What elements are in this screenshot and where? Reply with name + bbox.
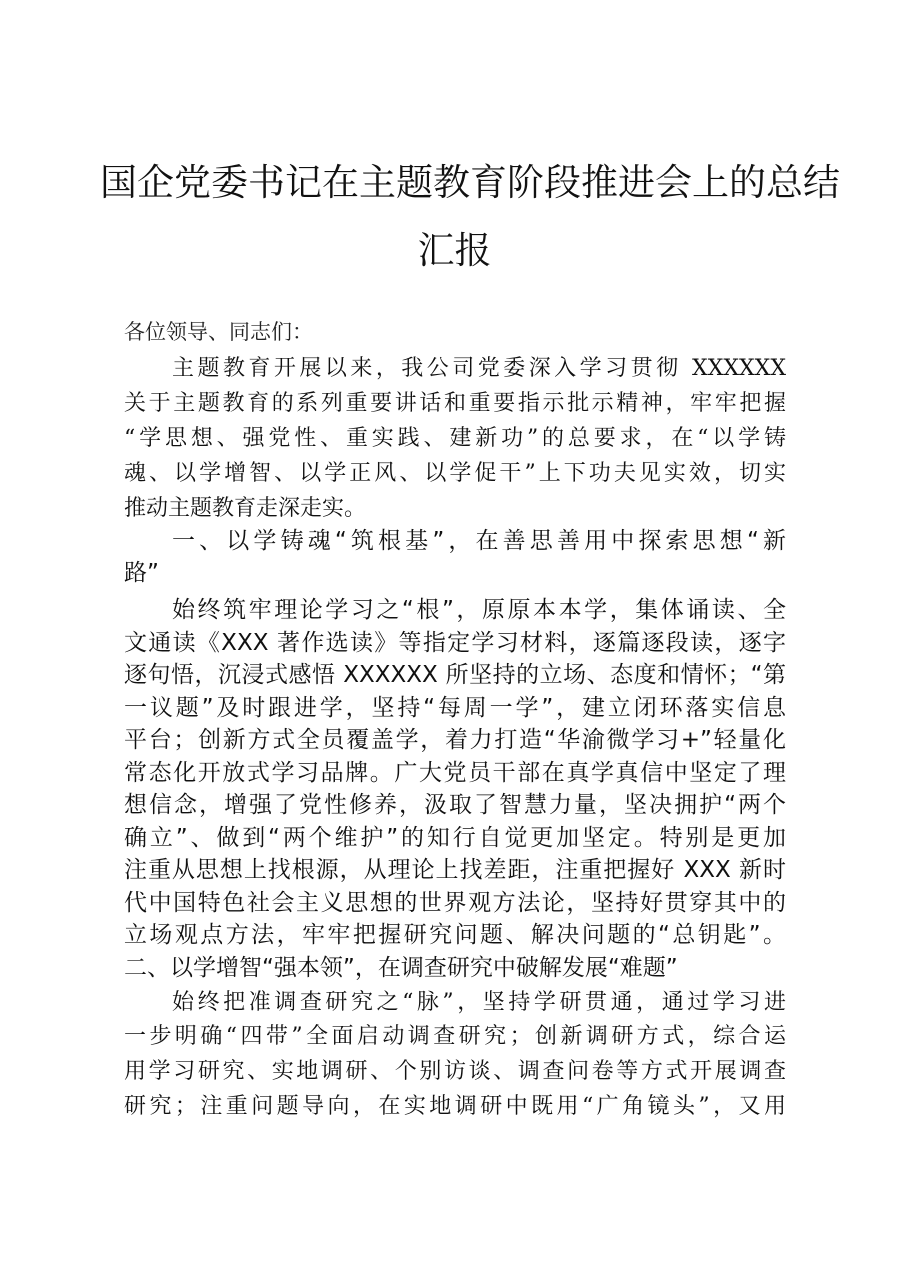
section-1-body-line: 立场观点方法，牢牢把握研究问题、解决问题的“总钥匙”。 (124, 922, 786, 948)
document-title-line-1: 国企党委书记在主题教育阶段推进会上的总结 (100, 161, 840, 204)
section-1-body-line: 注重从思想上找根源，从理论上找差距，注重把握好 XXX 新时 (124, 857, 786, 883)
section-1-body-line: 一议题”及时跟进学，坚持“每周一学”，建立闭环落实信息 (124, 695, 786, 721)
intro-line: 关于主题教育的系列重要讲话和重要指示批示精神，牢牢把握 (124, 391, 786, 416)
section-1-body-line: 确立”、做到“两个维护”的知行自觉更加坚定。特别是更加 (124, 825, 786, 851)
salutation: 各位领导、同志们： (124, 320, 313, 344)
intro-line: 魂、以学增智、以学正风、以学促干”上下功夫见实效，切实 (124, 461, 786, 486)
section-1-heading: 路” (124, 560, 159, 586)
section-2-body-line: 用学习研究、实地调研、个别访谈、调查问卷等方式开展调查 (124, 1059, 786, 1084)
section-1-heading: 一、以学铸魂“筑根基”，在善思善用中探索思想“新 (172, 528, 786, 554)
section-1-body-line: 始终筑牢理论学习之“根”，原原本本学，集体诵读、全 (172, 597, 786, 623)
section-2-heading: 二、以学增智“强本领”，在调查研究中破解发展“难题” (124, 955, 678, 981)
intro-line: 推动主题教育走深走实。 (124, 496, 367, 521)
section-1-body-line: 想信念，增强了党性修养，汲取了智慧力量，坚决拥护“两个 (124, 792, 786, 818)
document-title-line-2: 汇报 (417, 229, 492, 272)
section-2-body-line: 始终把准调查研究之“脉”，坚持学研贯通，通过学习进 (172, 990, 786, 1015)
intro-line: 主题教育开展以来，我公司党委深入学习贯彻 XXXXXX (172, 356, 786, 381)
section-2-body-line: 研究；注重问题导向，在实地调研中既用“广角镜头”，又用 (124, 1094, 786, 1119)
section-1-body-line: 代中国特色社会主义思想的世界观方法论，坚持好贯穿其中的 (124, 890, 786, 916)
section-1-body-line: 平台；创新方式全员覆盖学，着力打造“华渝微学习+”轻量化 (124, 727, 786, 753)
section-1-body-line: 逐句悟，沉浸式感悟 XXXXXX 所坚持的立场、态度和情怀；“第 (124, 662, 786, 688)
intro-line: “学思想、强党性、重实践、建新功”的总要求，在“以学铸 (124, 426, 786, 451)
section-1-body-line: 常态化开放式学习品牌。广大党员干部在真学真信中坚定了理 (124, 760, 786, 786)
section-2-body-line: 一步明确“四带”全面启动调查研究；创新调研方式，综合运 (124, 1024, 786, 1049)
section-1-body-line: 文通读《XXX 著作选读》等指定学习材料，逐篇逐段读，逐字 (124, 630, 786, 656)
